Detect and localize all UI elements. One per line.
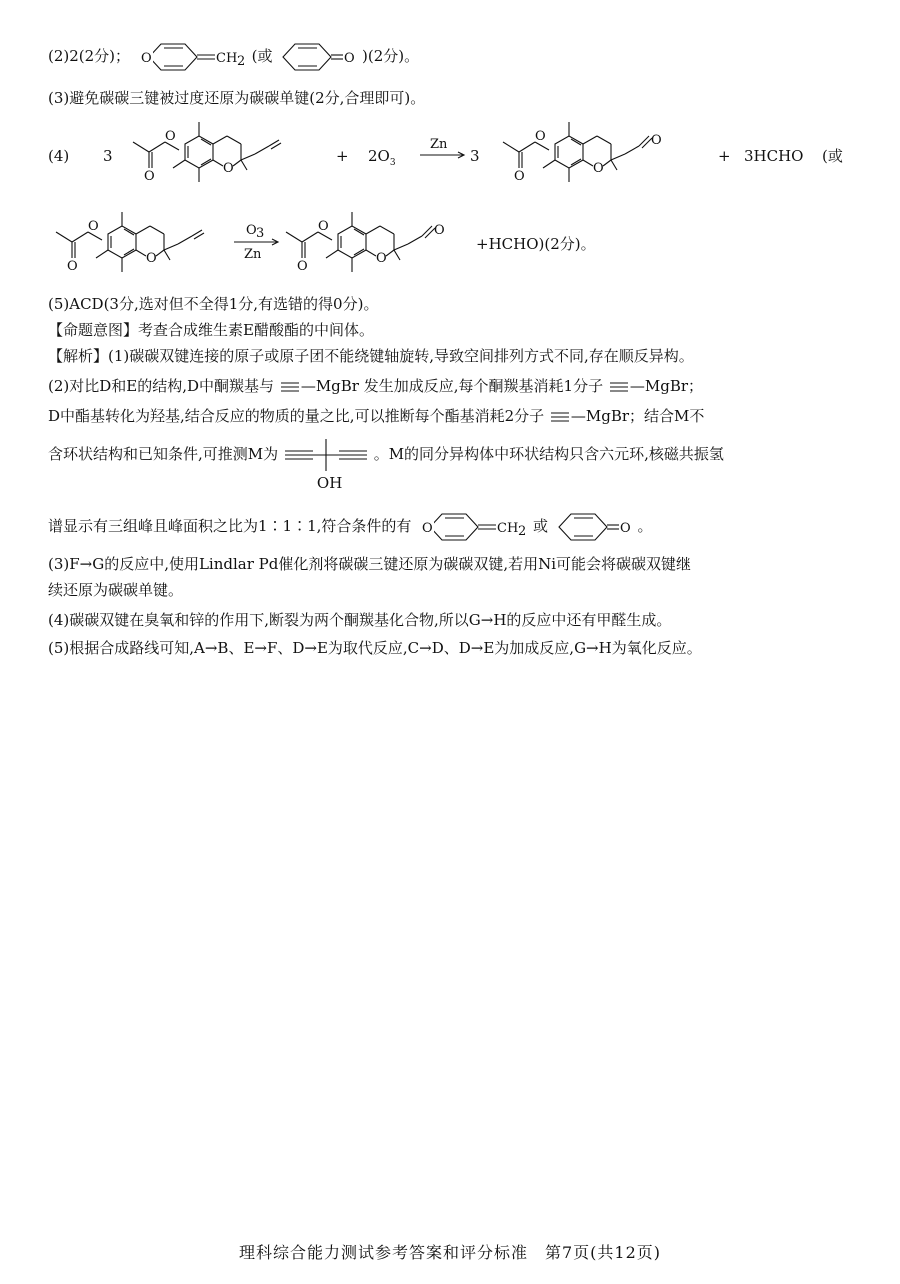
- acetate-ester-o: O: [535, 129, 546, 144]
- m-structure: [283, 445, 369, 492]
- alt-product-structure: [278, 200, 398, 280]
- analysis-2b-text1: D中酯基转化为羟基,结合反应的物质的量之比,可以推断每个酯基消耗2分子: [48, 407, 545, 425]
- triple-bond-icon: [279, 381, 301, 393]
- reactant-g-tail: [241, 140, 301, 180]
- grignard-reagent-2: —MgBr；: [629, 377, 704, 395]
- answer-2-line: [48, 40, 419, 74]
- acetate-ester-o: O: [88, 219, 99, 234]
- analysis-3b: 续还原为碳碳单键。: [48, 581, 184, 599]
- m-structure-drawing: [283, 445, 369, 465]
- pyran-oxygen: O: [376, 251, 387, 266]
- zn-reagent-2: Zn: [244, 247, 262, 262]
- page-footer: 理科综合能力测试参考答案和评分标准 第7页(共12页): [238, 1243, 662, 1262]
- analysis-2a-text1: (2)对比D和E的结构,D中酮羰基与: [48, 377, 275, 395]
- ch2-label: CH: [497, 521, 519, 536]
- alt-reactant-structure: [48, 200, 168, 280]
- ozone: [368, 146, 396, 173]
- analysis-2d-text1: 谱显示有三组峰且峰面积之比为1∶1∶1,符合条件的有: [48, 517, 412, 535]
- pyran-oxygen: O: [223, 161, 234, 176]
- pyran-methylene-structure-2: [416, 510, 528, 544]
- aldehyde-o: O: [434, 223, 445, 238]
- cyclohexadienone-structure-2: [553, 510, 633, 544]
- answer-3: (3)避免碳碳三键被过度还原为碳碳单键(2分,合理即可)。: [48, 89, 426, 107]
- hcho: 3HCHO: [744, 147, 804, 165]
- acetate-carbonyl-o: O: [514, 169, 525, 184]
- triple-bond-icon: [549, 411, 571, 423]
- carbonyl-o-label: O: [619, 521, 631, 536]
- reaction-arrow-1: [418, 136, 468, 166]
- analysis-2c: [48, 444, 724, 492]
- analysis-3a: (3)F→G的反应中,使用Lindlar Pd催化剂将碳碳三键还原为碳碳双键,若用Ni可能会将碳碳双键继: [48, 555, 692, 573]
- ozone-reagent-sub: 3: [256, 226, 265, 241]
- coef-2: 3: [470, 147, 480, 165]
- hydroxyl-label: OH: [316, 474, 343, 492]
- or-open: (或: [251, 47, 273, 65]
- acetate-ester-o: O: [318, 219, 329, 234]
- analysis-2c-text2: 。M的同分异构体中环状结构只含六元环,核磁共振氢: [373, 445, 724, 463]
- acetate-carbonyl-o: O: [67, 259, 78, 274]
- reactant-g-structure: [125, 110, 245, 190]
- analysis-5: (5)根据合成路线可知,A→B、E→F、D→E为取代反应,C→D、D→E为加成反应,G→H为氧化反应。: [48, 639, 702, 657]
- analysis-1: 【解析】(1)碳碳双键连接的原子或原子团不能绕键轴旋转,导致空间排列方式不同,存在顺反异构。: [48, 347, 694, 365]
- answer-5: (5)ACD(3分,选对但不全得1分,有选错的得0分)。: [48, 295, 379, 313]
- ozone-formula: 2O: [368, 147, 390, 165]
- analysis-2a: [48, 376, 703, 396]
- zn-reagent: Zn: [430, 137, 448, 152]
- analysis-2b: [48, 406, 704, 426]
- ozone-subscript: 3: [389, 158, 396, 168]
- ozone-reagent: O: [246, 223, 257, 238]
- analysis-2d: [48, 510, 653, 544]
- answer-2-label: (2)2(2分)；: [48, 47, 131, 65]
- acetate-ester-o: O: [165, 129, 176, 144]
- alt-product-tail: [394, 222, 474, 270]
- product-h-tail: [611, 132, 691, 180]
- or-open-4: (或: [822, 147, 843, 165]
- ch2-label: CH: [215, 51, 238, 66]
- cyclohexadienone-structure: [277, 40, 357, 74]
- acetate-carbonyl-o: O: [297, 259, 308, 274]
- pyran-oxygen: O: [146, 251, 157, 266]
- product-h-structure: [495, 110, 615, 190]
- analysis-2c-text1: 含环状结构和已知条件,可推测M为: [48, 445, 279, 463]
- ch2-subscript: 2: [236, 54, 246, 69]
- ring-oxygen-label: O: [140, 51, 152, 66]
- reaction-arrow-2: [232, 222, 282, 266]
- grignard-reagent: —MgBr: [300, 377, 359, 395]
- analysis-2b-text2: ；结合M不: [629, 407, 705, 425]
- pyran-methylene-structure: [135, 40, 247, 74]
- carbonyl-o-label: O: [344, 51, 355, 66]
- triple-bond-icon: [608, 381, 630, 393]
- alt-tail: +HCHO)(2分)。: [476, 235, 596, 253]
- ring-oxygen-label: O: [422, 521, 433, 536]
- plus-2: +: [718, 147, 731, 165]
- intent: 【命题意图】考查合成维生素E醋酸酯的中间体。: [48, 321, 374, 339]
- or-word: 或: [532, 517, 548, 535]
- alt-reactant-tail: [164, 230, 224, 270]
- pyran-oxygen: O: [593, 161, 604, 176]
- answer-4-label: (4): [48, 147, 70, 165]
- analysis-2a-text2: 发生加成反应,每个酮羰基消耗1分子: [363, 377, 604, 395]
- aldehyde-o: O: [651, 133, 662, 148]
- answer-2-score: )(2分)。: [362, 47, 420, 65]
- plus-1: +: [336, 147, 349, 165]
- analysis-2d-end: 。: [637, 517, 653, 535]
- coef-1: 3: [103, 147, 113, 165]
- ch2-subscript: 2: [518, 524, 527, 539]
- grignard-reagent-3: —MgBr: [570, 407, 630, 425]
- acetate-carbonyl-o: O: [144, 169, 155, 184]
- analysis-4: (4)碳碳双键在臭氧和锌的作用下,断裂为两个酮羰基化合物,所以G→H的反应中还有甲醛生成。: [48, 611, 672, 629]
